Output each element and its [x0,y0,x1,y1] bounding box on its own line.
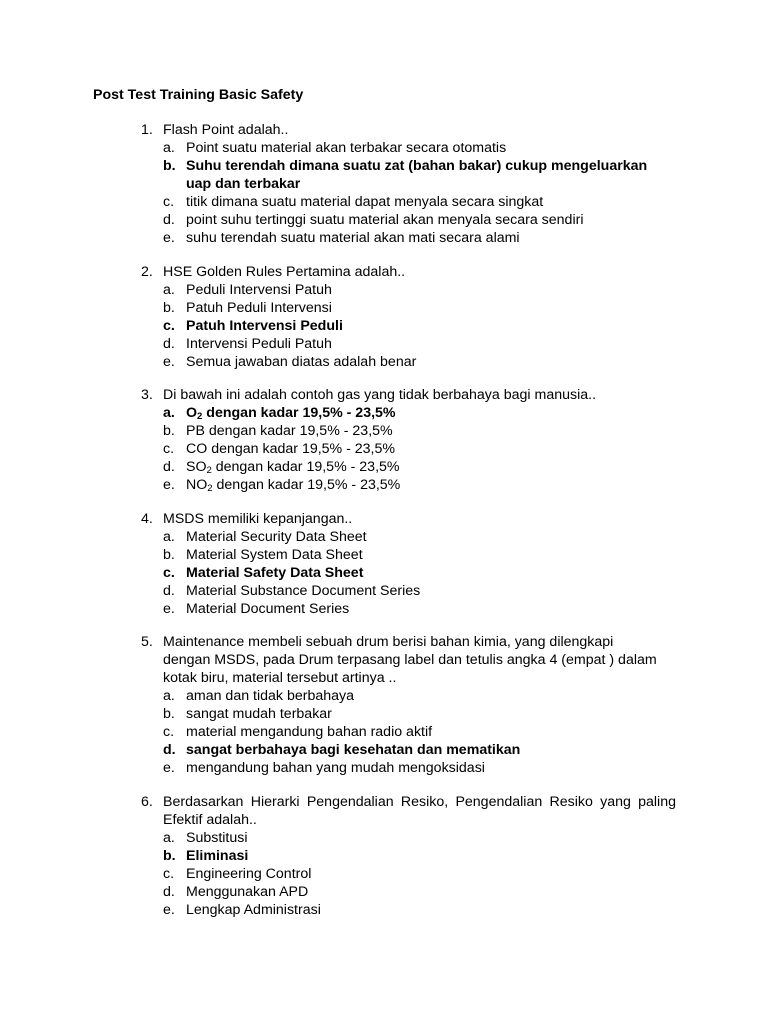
option-b: b. Patuh Peduli Intervensi [163,300,332,316]
question-1 [141,121,676,247]
question-number: 4. [141,511,153,527]
question-text: HSE Golden Rules Pertamina adalah.. [163,264,406,280]
option-a: a. Point suatu material akan terbakar secara otomatis [163,140,507,156]
option-e: e. suhu terendah suatu material akan mati secara alami [163,230,520,246]
page-title: Post Test Training Basic Safety [93,87,304,103]
option-c: c. Engineering Control [163,866,312,882]
option-d-correct: d. sangat berbahaya bagi kesehatan dan mematikan [163,742,521,758]
question-3 [141,386,676,494]
option-d: d. point suhu tertinggi suatu material akan menyala secara sendiri [163,212,584,228]
option-d: d. Intervensi Peduli Patuh [163,336,332,352]
question-number: 6. [141,794,153,810]
option-c: c. titik dimana suatu material dapat menyala secara singkat [163,194,544,210]
option-a: a. Peduli Intervensi Patuh [163,282,332,298]
option-a: a. Substitusi [163,830,248,846]
option-e: e. $NO_2$ dengan kadar 19,5% - 23,5% [163,477,401,494]
option-a: a. aman dan tidak berbahaya [163,688,355,704]
option-b: b. sangat mudah terbakar [163,706,332,722]
question-text: Maintenance membeli sebuah drum berisi bahan kimia, yang dilengkapi dengan MSDS, pada Drum terpasang label dan tetulis angka 4 (empat ) dalam kotak biru, material tersebut artinya .. [163,634,657,686]
option-e: e. Semua jawaban diatas adalah benar [163,354,417,370]
option-e: e. mengandung bahan yang mudah mengoksidasi [163,760,485,776]
option-b: b. PB dengan kadar 19,5% - 23,5% [163,423,393,439]
option-e: e. Lengkap Administrasi [163,902,321,918]
question-number: 3. [141,387,153,403]
question-4 [141,510,676,618]
question-text: Di bawah ini adalah contoh gas yang tidak berbahaya bagi manusia.. [163,387,597,403]
option-c: c. CO dengan kadar 19,5% - 23,5% [163,441,396,457]
question-2 [141,263,676,371]
option-d: d. Material Substance Document Series [163,583,421,599]
option-e: e. Material Document Series [163,601,350,617]
option-c: c. material mengandung bahan radio aktif [163,724,433,740]
option-d: d. Menggunakan APD [163,884,309,900]
option-b-correct: b. Suhu terendah dimana suatu zat (bahan bakar) cukup mengeluarkan uap dan terbakar [163,158,648,192]
question-number: 5. [141,634,153,650]
option-a-correct: a. $O_2$ dengan kadar 19,5% - 23,5% [163,405,396,422]
option-c-correct: c. Material Safety Data Sheet [163,565,364,581]
question-number: 1. [141,122,153,138]
option-c-correct: c. Patuh Intervensi Peduli [163,318,343,334]
option-d: d. $SO_2$ dengan kadar 19,5% - 23,5% [163,459,400,476]
option-b: b. Material System Data Sheet [163,547,363,563]
option-b-correct: b. Eliminasi [163,848,249,864]
question-text: MSDS memiliki kepanjangan.. [163,511,353,527]
option-a: a. Material Security Data Sheet [163,529,367,545]
question-number: 2. [141,264,153,280]
question-text: Berdasarkan Hierarki Pengendalian Resiko, Pengendalian Resiko yang paling Efektif adalah.. [163,794,676,828]
question-6 [141,793,676,919]
question-text: Flash Point adalah.. [163,122,289,138]
question-5 [141,633,676,777]
